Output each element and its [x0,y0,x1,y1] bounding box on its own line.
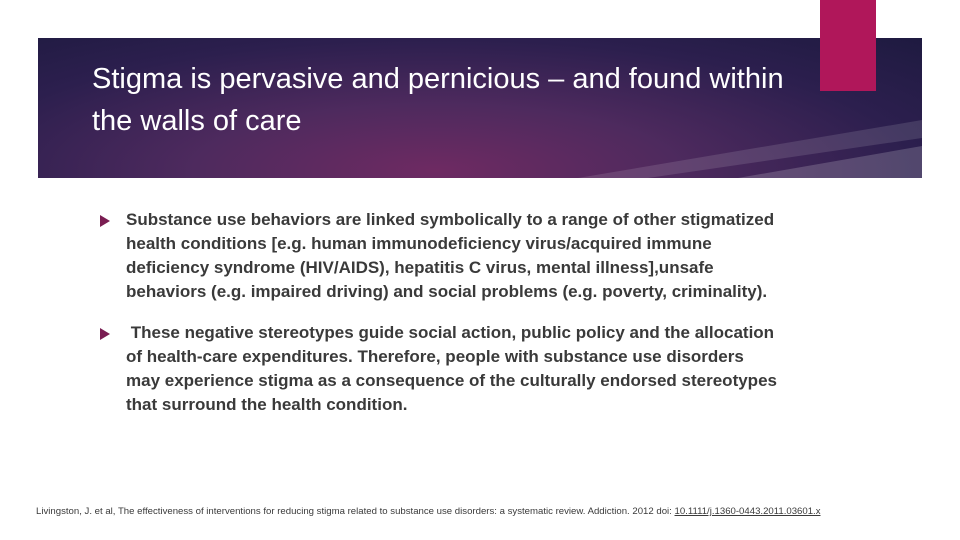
slide-title: Stigma is pervasive and pernicious – and found within the walls of care [92,63,784,137]
right-triangle-bullet-icon [100,328,110,340]
bullet-text: These negative stereotypes guide social action, public policy and the allocation of health-care expenditures. Therefore, people with substance use disorders may experience stigma as a consequence of the culturally endorsed stereotypes that surround the health condition. [126,323,782,414]
citation [36,506,936,517]
citation-text: Livingston, J. et al, The effectiveness of interventions for reducing stigma related to substance use disorders: a systematic review. Addiction. 2012 doi: [36,506,675,517]
bullet-item [100,321,780,417]
bullet-list [100,208,780,417]
right-triangle-bullet-icon [100,215,110,227]
citation-doi-link[interactable]: 10.1111/j.1360-0443.2011.03601.x [674,506,821,517]
accent-square [820,0,876,91]
bullet-item [100,208,780,304]
bullet-text: Substance use behaviors are linked symbolically to a range of other stigmatized health conditions [e.g. human immunodeficiency virus/acquired immune deficiency syndrome (HIV/AIDS), hepatitis C virus, mental illness],unsafe behaviors (e.g. impaired driving) and social problems (e.g. poverty, criminality). [126,210,775,301]
